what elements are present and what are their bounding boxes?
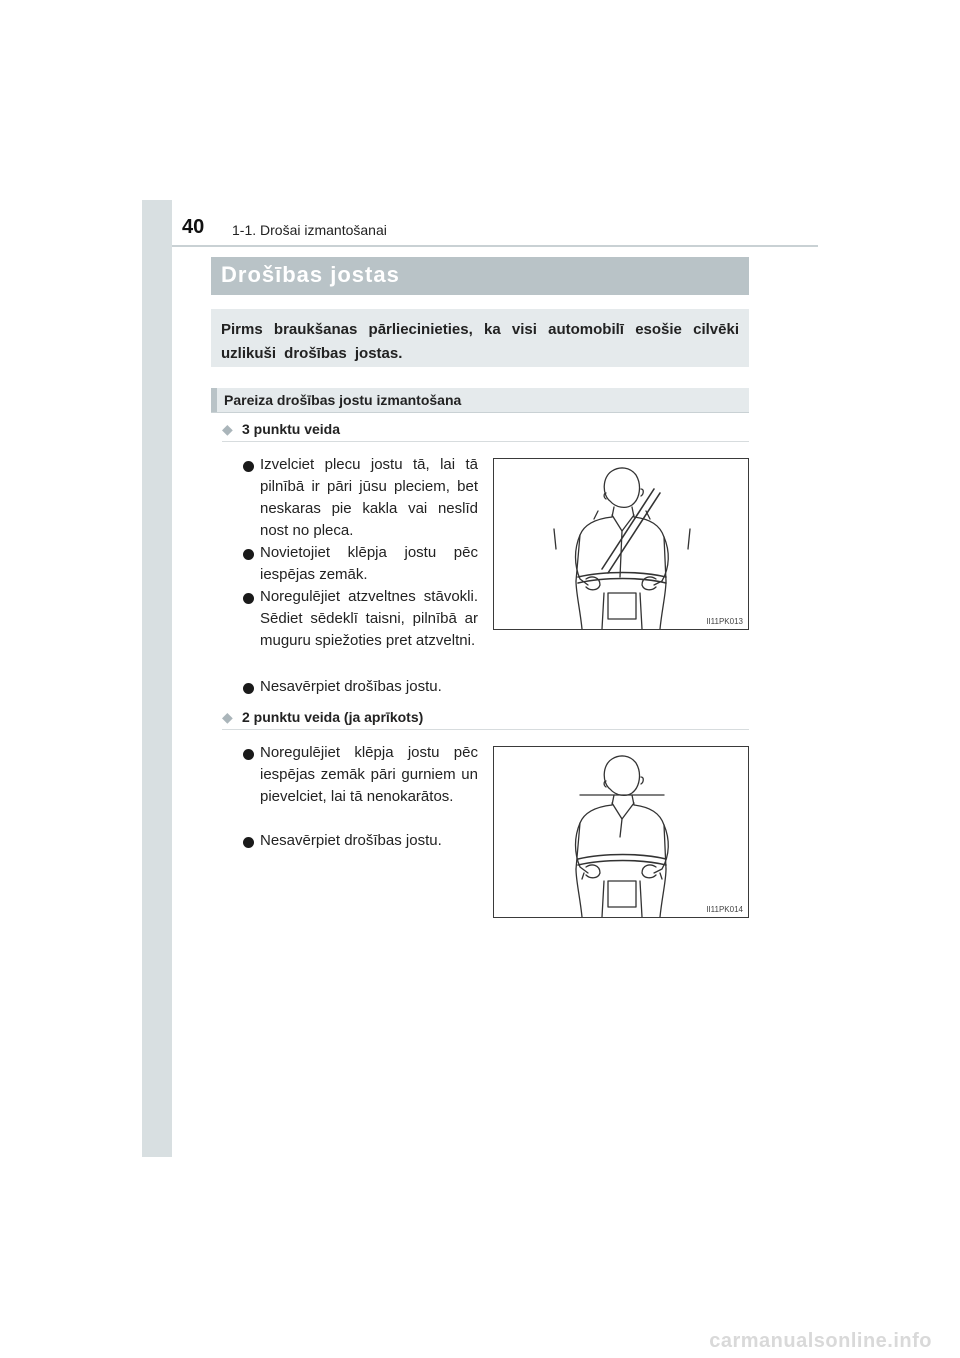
section-heading-text: 2 punktu veida (ja aprīkots) (242, 709, 424, 725)
figure-code: II11PK013 (706, 617, 743, 626)
list-item-text: Izvelciet plecu jostu tā, lai tā pilnībā ir pāri jūsu pleciem, bet neskaras pie kakla vai neslīd nost no pleca. (260, 456, 478, 539)
bullet-dot-icon (243, 837, 254, 848)
intro-text: Pirms braukšanas pārliecinieties, ka visi automobilī esošie cilvēki uzlikuši drošības jostas. (221, 321, 739, 362)
section-heading-text: 3 punktu veida (242, 421, 341, 437)
seated-person-2-point-illustration (494, 747, 748, 917)
bullet-dot-icon (243, 593, 254, 604)
page-number: 40 (182, 216, 205, 238)
list-item (243, 542, 478, 586)
page-title-bar (211, 257, 749, 295)
diamond-icon: ◆ (222, 421, 233, 437)
list-item (243, 676, 478, 698)
section-heading-2-point (222, 707, 749, 730)
subheading-bar (211, 388, 749, 413)
list-item (243, 830, 478, 852)
section-heading-3-point (222, 419, 749, 442)
subheading-accent (211, 388, 217, 412)
subheading: Pareiza drošības jostu izmantošana (224, 392, 462, 408)
list-item (243, 742, 478, 808)
bullet-dot-icon (243, 683, 254, 694)
list-item-text: Noregulējiet atzveltnes stāvokli. Sēdiet sēdeklī taisni, pilnībā ar muguru spiežoties pret atzveltni. (260, 588, 478, 649)
list-item-text: Novietojiet klēpja jostu pēc iespējas zemāk. (260, 544, 478, 583)
page-title: Drošības jostas (221, 262, 400, 287)
figure-2-point-belt (493, 746, 749, 918)
seated-person-3-point-illustration (494, 459, 748, 629)
section-title: 1-1. Drošai izmantošanai (232, 222, 387, 238)
figure-3-point-belt (493, 458, 749, 630)
bullet-dot-icon (243, 549, 254, 560)
diamond-icon: ◆ (222, 709, 233, 725)
intro-box (211, 309, 749, 367)
bullet-dot-icon (243, 461, 254, 472)
list-item-text: Nesavērpiet drošības jostu. (260, 678, 442, 695)
watermark: carmanualsonline.info (709, 1330, 932, 1352)
list-item (243, 454, 478, 542)
list-item-text: Noregulējiet klēpja jostu pēc iespējas zemāk pāri gurniem un pievelciet, lai tā nenokarātos. (260, 744, 478, 805)
header-rule (172, 245, 818, 247)
list-item-text: Nesavērpiet drošības jostu. (260, 832, 442, 849)
figure-code: II11PK014 (706, 905, 743, 914)
side-band (142, 200, 172, 1157)
bullet-dot-icon (243, 749, 254, 760)
list-item (243, 586, 478, 652)
